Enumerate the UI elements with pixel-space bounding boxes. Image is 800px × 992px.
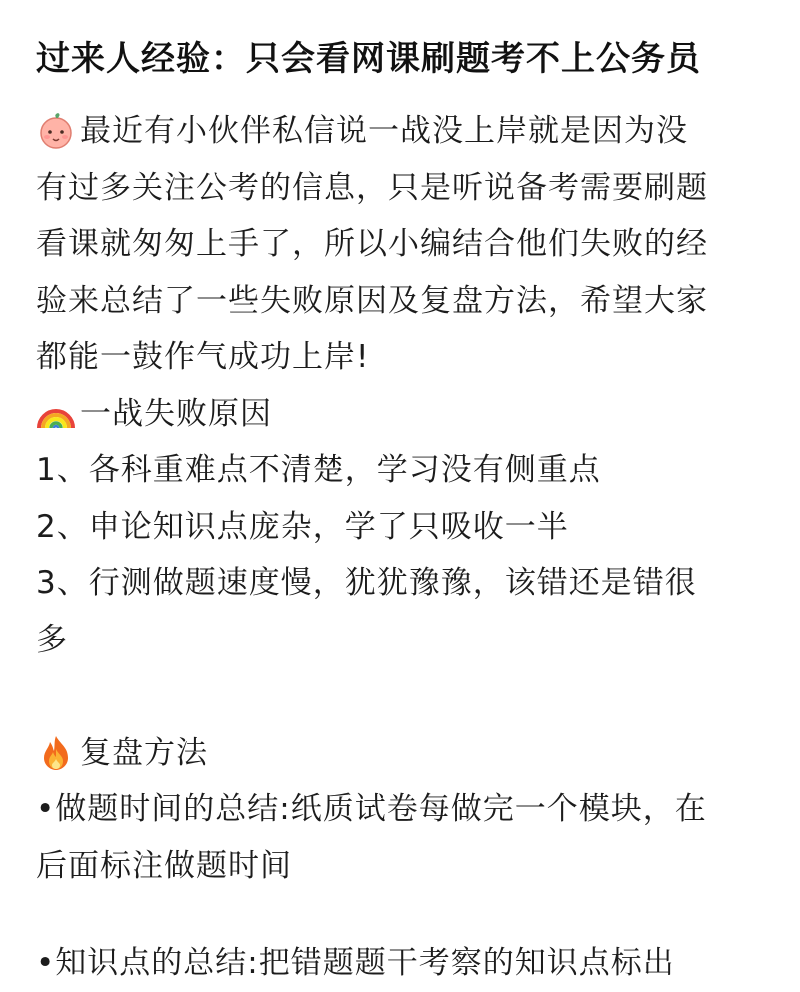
failure-item-2: 2、申论知识点庞杂，学了只吸收一半 — [36, 508, 569, 545]
intro-text-line-2: 有过多关注公考的信息，只是听说备考需要刷题 — [36, 169, 708, 206]
review-section-heading — [36, 725, 776, 782]
failure-item-1: 1、各科重难点不清楚，学习没有侧重点 — [36, 452, 601, 488]
list-item — [36, 838, 776, 895]
post-content — [36, 30, 776, 894]
list-item — [36, 935, 675, 992]
intro-line — [36, 273, 776, 330]
list-item — [36, 781, 776, 838]
review-item-2: •知识点的总结:把错题题干考察的知识点标出 — [36, 945, 675, 981]
failure-section-title: 一战失败原因 — [80, 395, 272, 432]
intro-text-line-4: 验来总结了一些失败原因及复盘方法，希望大家 — [36, 282, 708, 319]
intro-line — [36, 329, 776, 386]
failure-item-3: 3、行测做题速度慢，犹犹豫豫，该错还是错很 — [36, 565, 697, 601]
review-section-title: 复盘方法 — [80, 734, 208, 771]
intro-text-line-1: 最近有小伙伴私信说一战没上岸就是因为没 — [80, 113, 688, 149]
intro-text-line-3: 看课就匆匆上手了，所以小编结合他们失败的经 — [36, 226, 708, 262]
spacer — [36, 668, 776, 725]
fire-icon — [36, 733, 76, 773]
intro-line — [36, 103, 776, 160]
baby-face-icon — [36, 111, 76, 151]
rainbow-icon — [36, 394, 76, 434]
review-item-1-cont: 后面标注做题时间 — [36, 847, 292, 884]
failure-item-3-cont: 多 — [36, 621, 68, 658]
post-title-text: 过来人经验：只会看网课刷题考不上公务员 — [36, 39, 701, 79]
intro-line — [36, 216, 776, 273]
failure-section-heading — [36, 386, 776, 443]
intro-line — [36, 160, 776, 217]
intro-text-line-5: 都能一鼓作气成功上岸! — [36, 339, 370, 375]
list-item — [36, 499, 776, 556]
review-item-1: •做题时间的总结:纸质试卷每做完一个模块，在 — [36, 791, 707, 827]
list-item — [36, 442, 776, 499]
list-item — [36, 555, 776, 612]
post-title — [36, 30, 776, 89]
list-item — [36, 612, 776, 669]
